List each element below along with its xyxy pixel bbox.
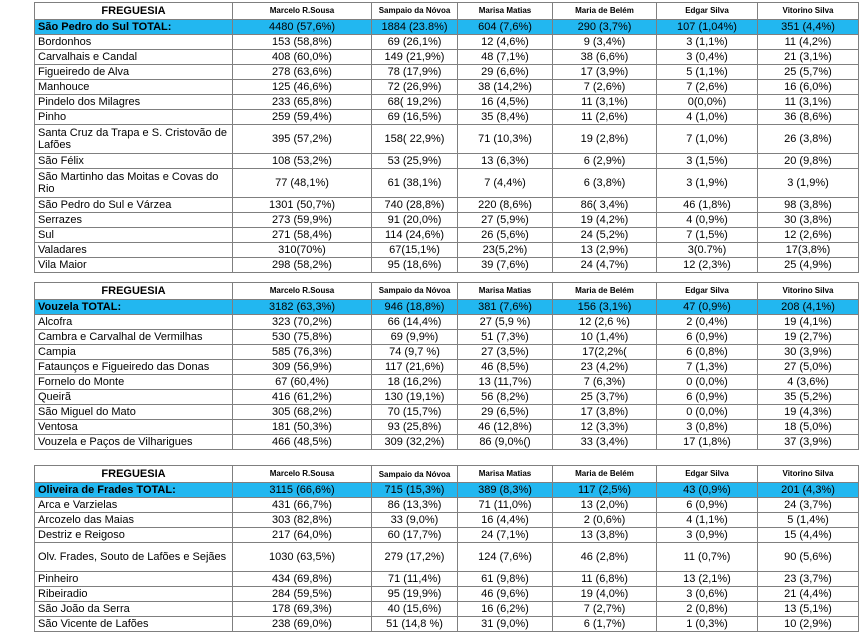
vote-cell: 585 (76,3%)	[233, 345, 372, 360]
vote-cell: 6 (1,7%)	[553, 617, 657, 632]
vote-cell: 4 (3,6%)	[758, 375, 859, 390]
vote-cell: 259 (59,4%)	[233, 110, 372, 125]
vote-cell: 11 (2,6%)	[553, 110, 657, 125]
header-row	[35, 466, 859, 483]
total-cell: 290 (3,7%)	[553, 20, 657, 35]
vote-cell: 2 (0,6%)	[553, 513, 657, 528]
column-header-vitorino: Vitorino Silva	[758, 466, 859, 483]
column-header-vitorino: Vitorino Silva	[758, 283, 859, 300]
vote-cell: 13 (5,1%)	[758, 602, 859, 617]
table-row	[35, 80, 859, 95]
total-cell: 351 (4,4%)	[758, 20, 859, 35]
vote-cell: 130 (19,1%)	[372, 390, 458, 405]
vote-cell: 7 (2,6%)	[553, 80, 657, 95]
vote-cell: 23 (3,7%)	[758, 572, 859, 587]
vote-cell: 273 (59,9%)	[233, 213, 372, 228]
vote-cell: 46 (1,8%)	[657, 198, 758, 213]
vote-cell: 56 (8,2%)	[458, 390, 553, 405]
results-table-oliveira-de-frades	[34, 465, 859, 632]
vote-cell: 6 (2,9%)	[553, 154, 657, 169]
column-header-freguesia: FREGUESIA	[35, 3, 233, 20]
parish-name: Manhouce	[35, 80, 233, 95]
vote-cell: 10 (2,9%)	[758, 617, 859, 632]
table-row	[35, 65, 859, 80]
total-cell: 156 (3,1%)	[553, 300, 657, 315]
total-label: Vouzela TOTAL:	[35, 300, 233, 315]
table-row	[35, 435, 859, 450]
vote-cell: 35 (5,2%)	[758, 390, 859, 405]
table-row	[35, 169, 859, 198]
total-cell: 381 (7,6%)	[458, 300, 553, 315]
vote-cell: 25 (4,9%)	[758, 258, 859, 273]
vote-cell: 3 (1,1%)	[657, 35, 758, 50]
column-header-marcelo: Marcelo R.Sousa	[233, 466, 372, 483]
vote-cell: 17 (3,9%)	[553, 65, 657, 80]
vote-cell: 66 (14,4%)	[372, 315, 458, 330]
vote-cell: 46 (2,8%)	[553, 543, 657, 572]
vote-cell: 11 (3,1%)	[553, 95, 657, 110]
vote-cell: 6 (0,9%)	[657, 330, 758, 345]
vote-cell: 466 (48,5%)	[233, 435, 372, 450]
parish-name: Santa Cruz da Trapa e S. Cristovão de Lafões	[35, 125, 233, 154]
vote-cell: 11 (6,8%)	[553, 572, 657, 587]
vote-cell: 416 (61,2%)	[233, 390, 372, 405]
parish-name: Ventosa	[35, 420, 233, 435]
total-cell: 107 (1,04%)	[657, 20, 758, 35]
vote-cell: 71 (10,3%)	[458, 125, 553, 154]
total-cell: 946 (18,8%)	[372, 300, 458, 315]
vote-cell: 24 (4,7%)	[553, 258, 657, 273]
vote-cell: 7 (2,6%)	[657, 80, 758, 95]
vote-cell: 217 (64,0%)	[233, 528, 372, 543]
table-row	[35, 243, 859, 258]
vote-cell: 310(70%)	[233, 243, 372, 258]
parish-name: São Pedro do Sul e Várzea	[35, 198, 233, 213]
vote-cell: 12 (2,3%)	[657, 258, 758, 273]
table-row	[35, 110, 859, 125]
parish-name: Fornelo do Monte	[35, 375, 233, 390]
parish-name: Cambra e Carvalhal de Vermilhas	[35, 330, 233, 345]
vote-cell: 309 (32,2%)	[372, 435, 458, 450]
vote-cell: 24 (3,7%)	[758, 498, 859, 513]
table-row	[35, 258, 859, 273]
vote-cell: 278 (63,6%)	[233, 65, 372, 80]
vote-cell: 12 (3,3%)	[553, 420, 657, 435]
vote-cell: 90 (5,6%)	[758, 543, 859, 572]
total-row	[35, 20, 859, 35]
table-row	[35, 35, 859, 50]
column-header-sampaio: Sampaio da Nóvoa	[372, 283, 458, 300]
vote-cell: 117 (21,6%)	[372, 360, 458, 375]
vote-cell: 17(3,8%)	[758, 243, 859, 258]
vote-cell: 35 (8,4%)	[458, 110, 553, 125]
vote-cell: 11 (0,7%)	[657, 543, 758, 572]
total-cell: 389 (8,3%)	[458, 483, 553, 498]
parish-name: São Félix	[35, 154, 233, 169]
vote-cell: 93 (25,8%)	[372, 420, 458, 435]
vote-cell: 26 (5,6%)	[458, 228, 553, 243]
total-row	[35, 300, 859, 315]
table-row	[35, 543, 859, 572]
total-label: Oliveira de Frades TOTAL:	[35, 483, 233, 498]
vote-cell: 13 (2,1%)	[657, 572, 758, 587]
vote-cell: 16 (6,2%)	[458, 602, 553, 617]
table-row	[35, 602, 859, 617]
vote-cell: 25 (5,7%)	[758, 65, 859, 80]
column-header-marisa: Marisa Matias	[458, 466, 553, 483]
vote-cell: 95 (19,9%)	[372, 587, 458, 602]
vote-cell: 12 (2,6%)	[758, 228, 859, 243]
vote-cell: 53 (25,9%)	[372, 154, 458, 169]
vote-cell: 309 (56,9%)	[233, 360, 372, 375]
vote-cell: 19 (4,0%)	[553, 587, 657, 602]
vote-cell: 38 (6,6%)	[553, 50, 657, 65]
vote-cell: 46 (12,8%)	[458, 420, 553, 435]
vote-cell: 408 (60,0%)	[233, 50, 372, 65]
vote-cell: 108 (53,2%)	[233, 154, 372, 169]
total-cell: 1884 (23.8%)	[372, 20, 458, 35]
vote-cell: 6 (3,8%)	[553, 169, 657, 198]
parish-name: São Vicente de Lafões	[35, 617, 233, 632]
vote-cell: 37 (3,9%)	[758, 435, 859, 450]
parish-name: Figueiredo de Alva	[35, 65, 233, 80]
table-row	[35, 420, 859, 435]
parish-name: Pinheiro	[35, 572, 233, 587]
vote-cell: 3 (0,6%)	[657, 587, 758, 602]
vote-cell: 30 (3,9%)	[758, 345, 859, 360]
vote-cell: 181 (50,3%)	[233, 420, 372, 435]
vote-cell: 7 (1,0%)	[657, 125, 758, 154]
vote-cell: 3 (1,9%)	[758, 169, 859, 198]
table-row	[35, 498, 859, 513]
vote-cell: 17(2,2%(	[553, 345, 657, 360]
vote-cell: 3 (1,5%)	[657, 154, 758, 169]
vote-cell: 40 (15,6%)	[372, 602, 458, 617]
column-header-maria: Maria de Belém	[553, 466, 657, 483]
vote-cell: 39 (7,6%)	[458, 258, 553, 273]
vote-cell: 18 (16,2%)	[372, 375, 458, 390]
vote-cell: 16 (4,5%)	[458, 95, 553, 110]
vote-cell: 86 (9,0%()	[458, 435, 553, 450]
table-row	[35, 390, 859, 405]
vote-cell: 69 (16,5%)	[372, 110, 458, 125]
vote-cell: 33 (9,0%)	[372, 513, 458, 528]
vote-cell: 3(0.7%)	[657, 243, 758, 258]
table-row	[35, 345, 859, 360]
vote-cell: 86( 3,4%)	[553, 198, 657, 213]
total-label: São Pedro do Sul TOTAL:	[35, 20, 233, 35]
parish-name: Ribeiradio	[35, 587, 233, 602]
vote-cell: 69 (9,9%)	[372, 330, 458, 345]
vote-cell: 60 (17,7%)	[372, 528, 458, 543]
vote-cell: 1 (0,3%)	[657, 617, 758, 632]
vote-cell: 3 (0,9%)	[657, 528, 758, 543]
column-header-sampaio: Sampaio da Nóvoa	[372, 466, 458, 483]
vote-cell: 284 (59,5%)	[233, 587, 372, 602]
vote-cell: 740 (28,8%)	[372, 198, 458, 213]
vote-cell: 29 (6,6%)	[458, 65, 553, 80]
vote-cell: 6 (0,9%)	[657, 390, 758, 405]
parish-name: São João da Serra	[35, 602, 233, 617]
vote-cell: 61 (9,8%)	[458, 572, 553, 587]
vote-cell: 271 (58,4%)	[233, 228, 372, 243]
parish-name: Pinho	[35, 110, 233, 125]
vote-cell: 61 (38,1%)	[372, 169, 458, 198]
parish-name: Serrazes	[35, 213, 233, 228]
column-header-marisa: Marisa Matias	[458, 283, 553, 300]
table-row	[35, 330, 859, 345]
vote-cell: 23 (4,2%)	[553, 360, 657, 375]
column-header-edgar: Edgar Silva	[657, 466, 758, 483]
vote-cell: 24 (5,2%)	[553, 228, 657, 243]
vote-cell: 1301 (50,7%)	[233, 198, 372, 213]
vote-cell: 11 (4,2%)	[758, 35, 859, 50]
table-row	[35, 572, 859, 587]
vote-cell: 11 (3,1%)	[758, 95, 859, 110]
vote-cell: 19 (4,3%)	[758, 405, 859, 420]
parish-name: Alcofra	[35, 315, 233, 330]
table-row	[35, 213, 859, 228]
vote-cell: 17 (1,8%)	[657, 435, 758, 450]
total-cell: 3182 (63,3%)	[233, 300, 372, 315]
vote-cell: 19 (2,7%)	[758, 330, 859, 345]
total-cell: 208 (4,1%)	[758, 300, 859, 315]
total-cell: 3115 (66,6%)	[233, 483, 372, 498]
table-row	[35, 198, 859, 213]
vote-cell: 51 (7,3%)	[458, 330, 553, 345]
vote-cell: 36 (8,6%)	[758, 110, 859, 125]
vote-cell: 19 (4,2%)	[553, 213, 657, 228]
vote-cell: 3 (0,8%)	[657, 420, 758, 435]
vote-cell: 67 (60,4%)	[233, 375, 372, 390]
total-cell: 715 (15,3%)	[372, 483, 458, 498]
vote-cell: 10 (1,4%)	[553, 330, 657, 345]
vote-cell: 77 (48,1%)	[233, 169, 372, 198]
vote-cell: 5 (1,1%)	[657, 65, 758, 80]
vote-cell: 68( 19,2%)	[372, 95, 458, 110]
vote-cell: 27 (5,9%)	[458, 213, 553, 228]
vote-cell: 2 (0,4%)	[657, 315, 758, 330]
table-row	[35, 228, 859, 243]
table-row	[35, 405, 859, 420]
vote-cell: 38 (14,2%)	[458, 80, 553, 95]
results-table-sao-pedro-do-sul	[34, 2, 859, 273]
vote-cell: 86 (13,3%)	[372, 498, 458, 513]
vote-cell: 70 (15,7%)	[372, 405, 458, 420]
vote-cell: 0(0,0%)	[657, 95, 758, 110]
parish-name: Carvalhais e Candal	[35, 50, 233, 65]
table-row	[35, 50, 859, 65]
vote-cell: 27 (5,9 %)	[458, 315, 553, 330]
vote-cell: 7 (1,5%)	[657, 228, 758, 243]
vote-cell: 98 (3,8%)	[758, 198, 859, 213]
table-row	[35, 95, 859, 110]
vote-cell: 17 (3,8%)	[553, 405, 657, 420]
vote-cell: 1030 (63,5%)	[233, 543, 372, 572]
total-cell: 604 (7,6%)	[458, 20, 553, 35]
vote-cell: 395 (57,2%)	[233, 125, 372, 154]
table-row	[35, 513, 859, 528]
vote-cell: 29 (6,5%)	[458, 405, 553, 420]
vote-cell: 303 (82,8%)	[233, 513, 372, 528]
vote-cell: 124 (7,6%)	[458, 543, 553, 572]
vote-cell: 71 (11,4%)	[372, 572, 458, 587]
table-row	[35, 528, 859, 543]
vote-cell: 4 (1,1%)	[657, 513, 758, 528]
vote-cell: 158( 22,9%)	[372, 125, 458, 154]
vote-cell: 46 (9,6%)	[458, 587, 553, 602]
parish-name: Olv. Frades, Souto de Lafões e Sejães	[35, 543, 233, 572]
vote-cell: 530 (75,8%)	[233, 330, 372, 345]
parish-name: São Miguel do Mato	[35, 405, 233, 420]
vote-cell: 33 (3,4%)	[553, 435, 657, 450]
vote-cell: 46 (8,5%)	[458, 360, 553, 375]
parish-name: Valadares	[35, 243, 233, 258]
vote-cell: 7 (1,3%)	[657, 360, 758, 375]
table-row	[35, 154, 859, 169]
vote-cell: 27 (3,5%)	[458, 345, 553, 360]
total-cell: 47 (0,9%)	[657, 300, 758, 315]
vote-cell: 298 (58,2%)	[233, 258, 372, 273]
vote-cell: 24 (7,1%)	[458, 528, 553, 543]
vote-cell: 149 (21,9%)	[372, 50, 458, 65]
vote-cell: 71 (11,0%)	[458, 498, 553, 513]
parish-name: Destriz e Reigoso	[35, 528, 233, 543]
vote-cell: 238 (69,0%)	[233, 617, 372, 632]
vote-cell: 13 (11,7%)	[458, 375, 553, 390]
vote-cell: 26 (3,8%)	[758, 125, 859, 154]
vote-cell: 305 (68,2%)	[233, 405, 372, 420]
vote-cell: 67(15,1%)	[372, 243, 458, 258]
vote-cell: 20 (9,8%)	[758, 154, 859, 169]
vote-cell: 153 (58,8%)	[233, 35, 372, 50]
column-header-freguesia: FREGUESIA	[35, 466, 233, 483]
vote-cell: 12 (4,6%)	[458, 35, 553, 50]
total-cell: 43 (0,9%)	[657, 483, 758, 498]
parish-name: Fataunços e Figueiredo das Donas	[35, 360, 233, 375]
vote-cell: 51 (14,8 %)	[372, 617, 458, 632]
parish-name: Pindelo dos Milagres	[35, 95, 233, 110]
vote-cell: 6 (0,8%)	[657, 345, 758, 360]
vote-cell: 15 (4,4%)	[758, 528, 859, 543]
vote-cell: 19 (4,1%)	[758, 315, 859, 330]
header-row	[35, 3, 859, 20]
vote-cell: 91 (20,0%)	[372, 213, 458, 228]
vote-cell: 25 (3,7%)	[553, 390, 657, 405]
vote-cell: 72 (26,9%)	[372, 80, 458, 95]
table-row	[35, 617, 859, 632]
column-header-edgar: Edgar Silva	[657, 283, 758, 300]
column-header-marisa: Marisa Matias	[458, 3, 553, 20]
total-cell: 201 (4,3%)	[758, 483, 859, 498]
table-row	[35, 125, 859, 154]
vote-cell: 21 (4,4%)	[758, 587, 859, 602]
vote-cell: 3 (0,4%)	[657, 50, 758, 65]
vote-cell: 13 (3,8%)	[553, 528, 657, 543]
vote-cell: 279 (17,2%)	[372, 543, 458, 572]
vote-cell: 323 (70,2%)	[233, 315, 372, 330]
parish-name: Campia	[35, 345, 233, 360]
column-header-marcelo: Marcelo R.Sousa	[233, 283, 372, 300]
vote-cell: 18 (5,0%)	[758, 420, 859, 435]
parish-name: São Martinho das Moitas e Covas do Rio	[35, 169, 233, 198]
vote-cell: 7 (2,7%)	[553, 602, 657, 617]
vote-cell: 74 (9,7 %)	[372, 345, 458, 360]
vote-cell: 12 (2,6 %)	[553, 315, 657, 330]
vote-cell: 16 (4,4%)	[458, 513, 553, 528]
column-header-edgar: Edgar Silva	[657, 3, 758, 20]
vote-cell: 13 (2,9%)	[553, 243, 657, 258]
total-cell: 117 (2,5%)	[553, 483, 657, 498]
vote-cell: 125 (46,6%)	[233, 80, 372, 95]
vote-cell: 13 (2,0%)	[553, 498, 657, 513]
vote-cell: 5 (1,4%)	[758, 513, 859, 528]
parish-name: Sul	[35, 228, 233, 243]
vote-cell: 27 (5,0%)	[758, 360, 859, 375]
table-row	[35, 375, 859, 390]
parish-name: Queirã	[35, 390, 233, 405]
parish-name: Arca e Varzielas	[35, 498, 233, 513]
column-header-maria: Maria de Belém	[553, 283, 657, 300]
vote-cell: 69 (26,1%)	[372, 35, 458, 50]
total-row	[35, 483, 859, 498]
vote-cell: 233 (65,8%)	[233, 95, 372, 110]
parish-name: Vouzela e Paços de Vilharigues	[35, 435, 233, 450]
vote-cell: 114 (24,6%)	[372, 228, 458, 243]
vote-cell: 13 (6,3%)	[458, 154, 553, 169]
table-row	[35, 587, 859, 602]
column-header-marcelo: Marcelo R.Sousa	[233, 3, 372, 20]
header-row	[35, 283, 859, 300]
vote-cell: 9 (3,4%)	[553, 35, 657, 50]
vote-cell: 23(5,2%)	[458, 243, 553, 258]
vote-cell: 7 (4,4%)	[458, 169, 553, 198]
column-header-vitorino: Vitorino Silva	[758, 3, 859, 20]
total-cell: 4480 (57,6%)	[233, 20, 372, 35]
vote-cell: 31 (9,0%)	[458, 617, 553, 632]
vote-cell: 78 (17,9%)	[372, 65, 458, 80]
vote-cell: 431 (66,7%)	[233, 498, 372, 513]
vote-cell: 2 (0,8%)	[657, 602, 758, 617]
vote-cell: 30 (3,8%)	[758, 213, 859, 228]
table-row	[35, 360, 859, 375]
vote-cell: 95 (18,6%)	[372, 258, 458, 273]
vote-cell: 6 (0,9%)	[657, 498, 758, 513]
column-header-freguesia: FREGUESIA	[35, 283, 233, 300]
vote-cell: 178 (69,3%)	[233, 602, 372, 617]
vote-cell: 7 (6,3%)	[553, 375, 657, 390]
vote-cell: 4 (0,9%)	[657, 213, 758, 228]
parish-name: Vila Maior	[35, 258, 233, 273]
parish-name: Bordonhos	[35, 35, 233, 50]
vote-cell: 16 (6,0%)	[758, 80, 859, 95]
vote-cell: 3 (1,9%)	[657, 169, 758, 198]
vote-cell: 0 (0,0%)	[657, 375, 758, 390]
results-table-vouzela	[34, 282, 859, 450]
vote-cell: 0 (0,0%)	[657, 405, 758, 420]
vote-cell: 434 (69,8%)	[233, 572, 372, 587]
vote-cell: 48 (7,1%)	[458, 50, 553, 65]
vote-cell: 4 (1,0%)	[657, 110, 758, 125]
vote-cell: 21 (3,1%)	[758, 50, 859, 65]
column-header-maria: Maria de Belém	[553, 3, 657, 20]
table-row	[35, 315, 859, 330]
column-header-sampaio: Sampaio da Nóvoa	[372, 3, 458, 20]
vote-cell: 19 (2,8%)	[553, 125, 657, 154]
vote-cell: 220 (8,6%)	[458, 198, 553, 213]
parish-name: Arcozelo das Maias	[35, 513, 233, 528]
